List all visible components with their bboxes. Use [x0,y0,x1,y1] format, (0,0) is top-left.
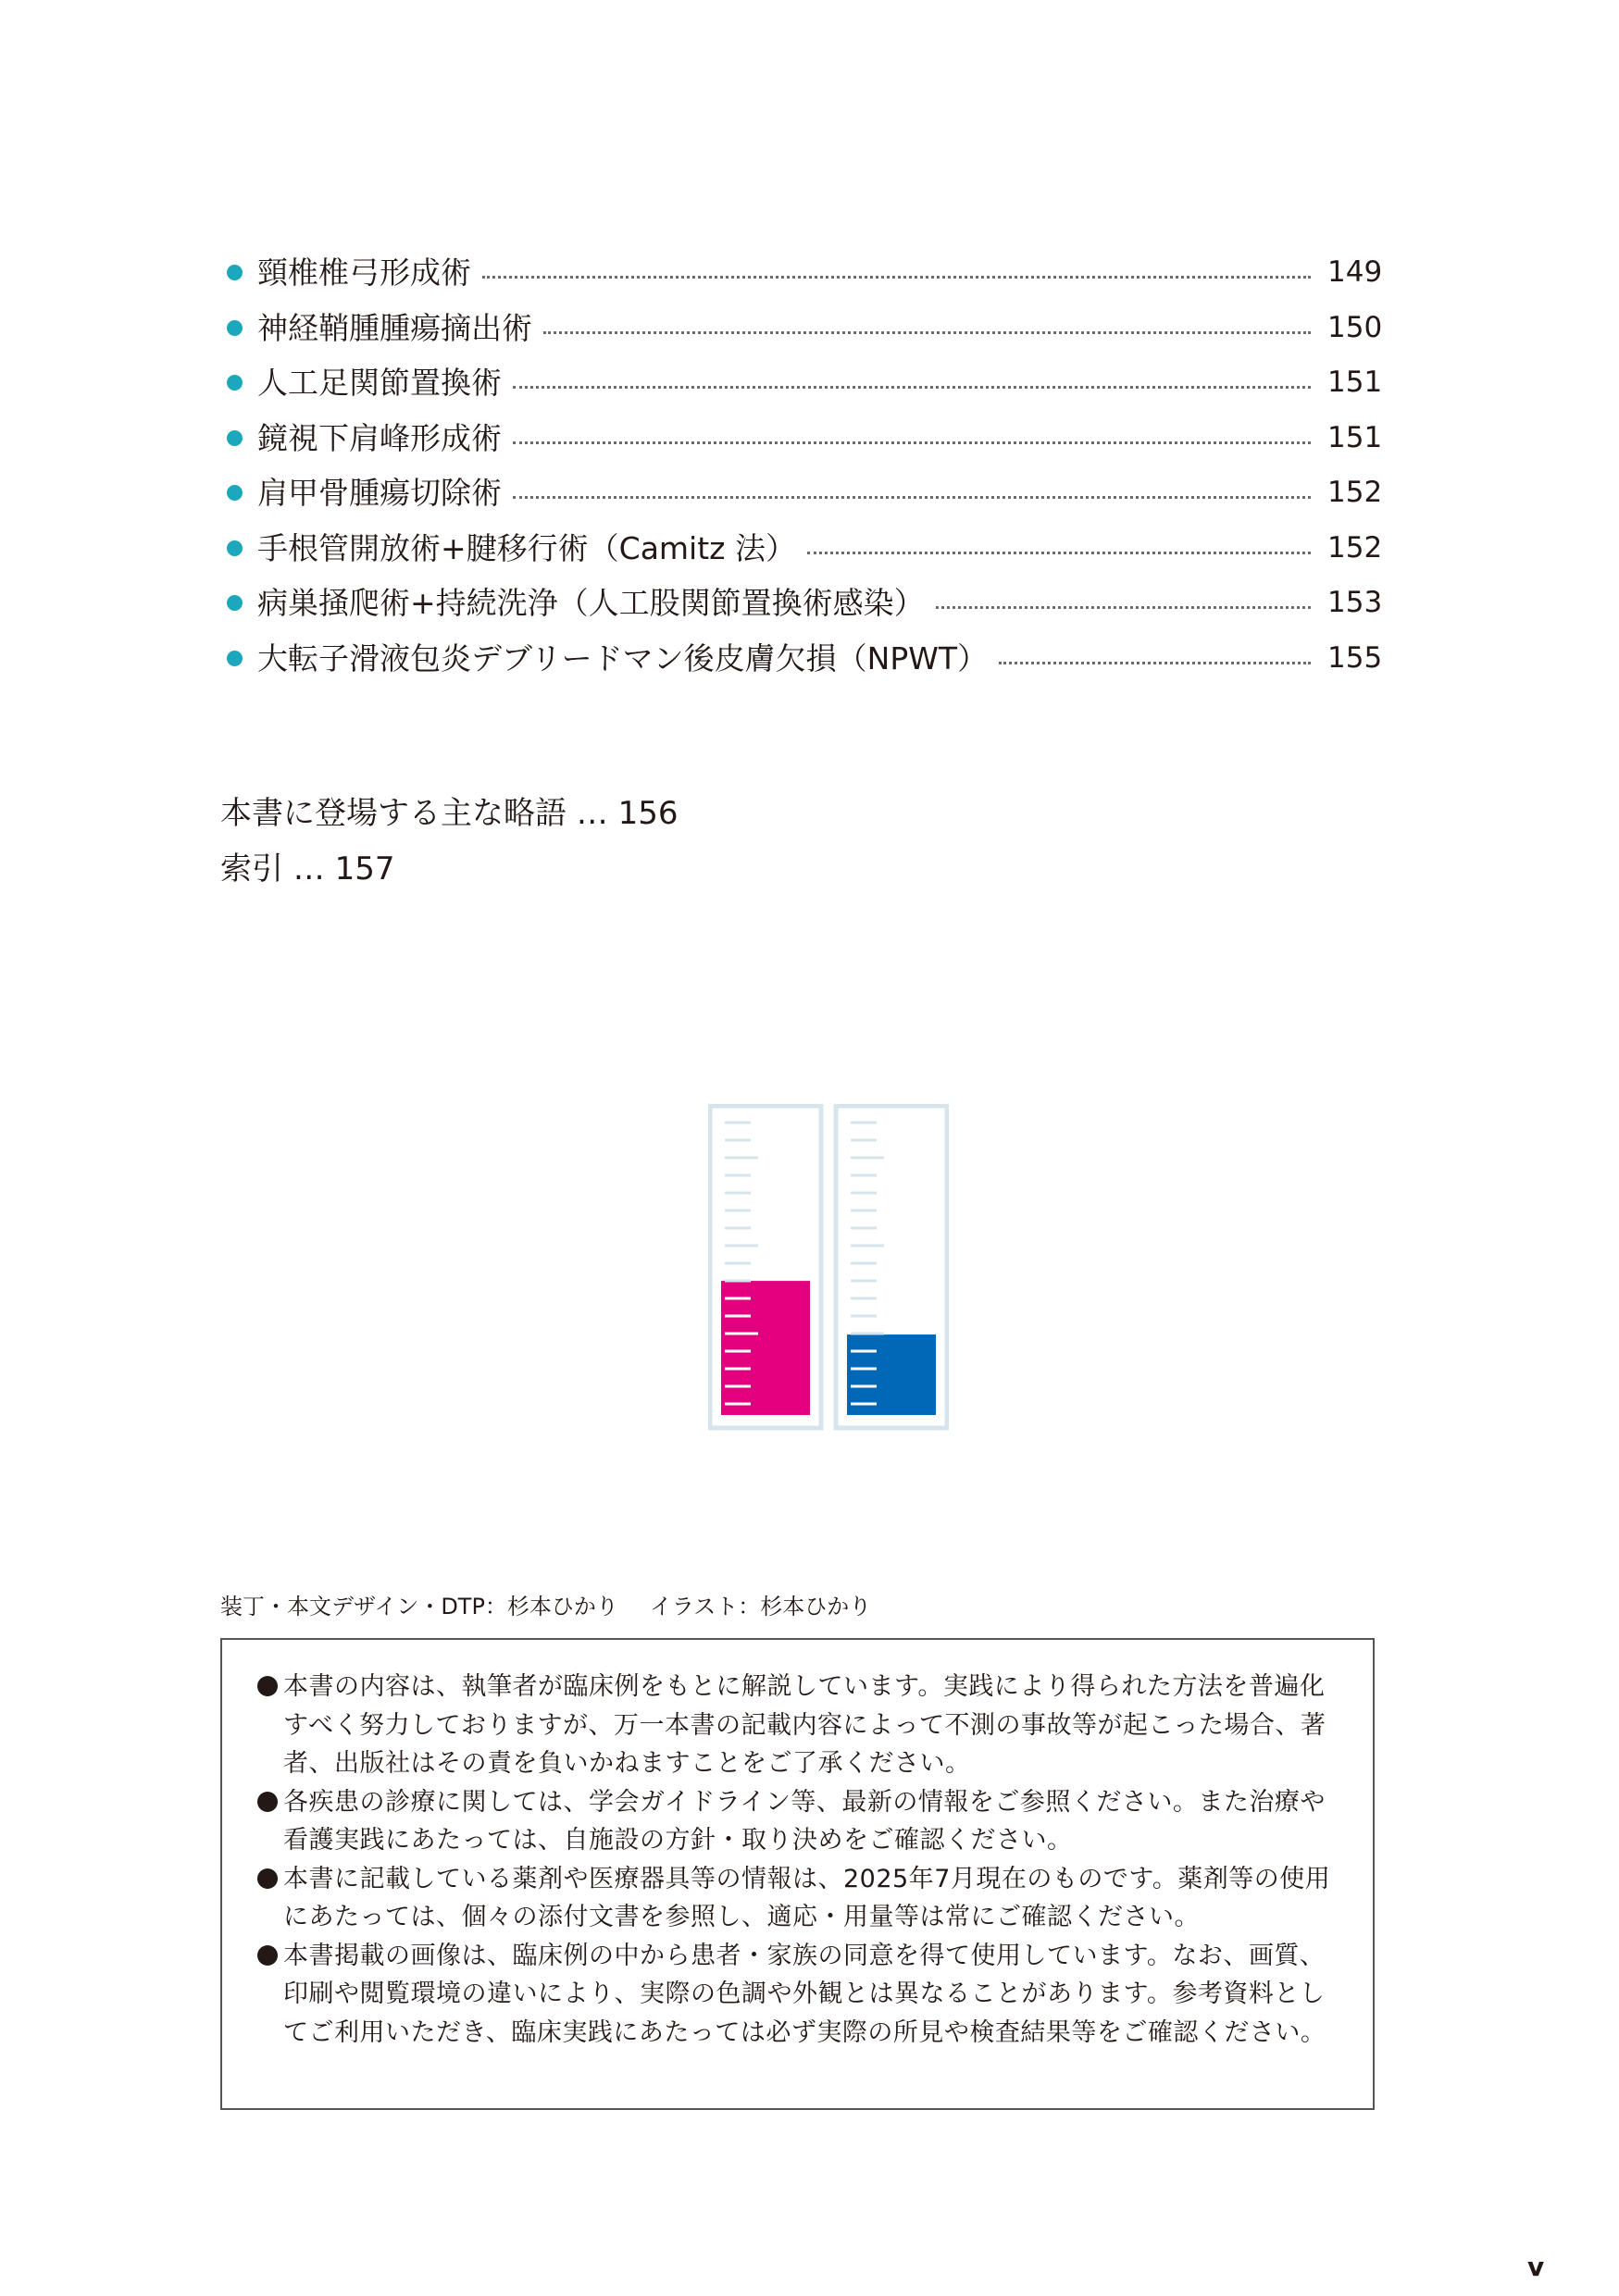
notice-item [257,1937,1338,2053]
notice-item [257,1783,1338,1860]
scale-tick [725,1280,751,1283]
scale-tick [851,1157,884,1160]
credits-line [220,1588,903,1620]
scale-tick [725,1297,751,1300]
left-cylinder-fill [721,1281,810,1415]
toc-entry[interactable] [227,355,1383,411]
scale-tick [851,1280,877,1283]
notice-item [257,1860,1338,1937]
scale-tick [851,1227,877,1230]
scale-tick [725,1174,751,1177]
notice-box [220,1638,1375,2110]
scale-tick [851,1192,877,1195]
bullet-dot-icon [227,595,243,611]
design-credit: 装丁・本文デザイン・DTP：杉本ひかり [220,1594,618,1620]
toc-entry-title: 鏡視下肩峰形成術 [257,419,502,456]
scale-tick [725,1210,751,1212]
notice-item [257,1668,1338,1783]
index-entry[interactable]: 索引 … 157 [220,850,395,887]
toc-entry-page: 155 [1327,640,1383,675]
toc-entry[interactable] [227,301,1383,356]
notice-text: 各疾患の診療に関しては、学会ガイドライン等、最新の情報をご参照ください。また治療や看護実践にあたっては、自施設の方針・取り決めをご確認ください。 [283,1787,1326,1855]
toc-entry-page: 150 [1327,310,1383,344]
toc-entry-title: 肩甲骨腫瘍切除術 [257,475,502,512]
page-number: v [1527,2252,1545,2282]
toc-entry-title: 人工足関節置換術 [257,365,502,402]
toc-entry-page: 152 [1327,530,1383,565]
scale-tick [851,1403,877,1406]
toc-entry-page: 151 [1327,420,1383,454]
scale-tick [851,1139,877,1142]
scale-tick [725,1262,751,1265]
dot-leader [999,662,1311,664]
table-of-contents [227,245,1383,686]
bullet-dot-icon [227,651,243,666]
toc-entry-page: 152 [1327,476,1383,510]
toc-entry[interactable] [227,521,1383,577]
dot-leader [513,386,1311,389]
scale-tick [851,1262,877,1265]
scale-tick [725,1139,751,1142]
bullet-dot-icon [257,1868,278,1889]
toc-entry[interactable] [227,465,1383,521]
scale-tick [851,1210,877,1212]
scale-tick [725,1333,758,1335]
scale-tick [725,1157,758,1160]
scale-tick [851,1174,877,1177]
dot-leader [482,276,1311,279]
toc-entry-title: 大転子滑液包炎デブリードマン後皮膚欠損（NPWT） [257,639,989,676]
scale-tick [851,1297,877,1300]
bullet-dot-icon [227,485,243,501]
scale-tick [851,1368,877,1371]
dot-leader [936,606,1311,609]
scale-tick [725,1245,758,1247]
toc-entry-title: 病巣掻爬術+持続洗浄（人工股関節置換術感染） [257,585,925,622]
scale-tick [851,1333,884,1335]
scale-tick [725,1350,751,1353]
back-matter [220,795,679,909]
bullet-dot-icon [257,1792,278,1812]
toc-entry-page: 153 [1327,586,1383,620]
dot-leader [543,331,1311,334]
scale-tick [725,1385,751,1388]
dot-leader [807,552,1311,554]
scale-tick [725,1368,751,1371]
bullet-dot-icon [257,1945,278,1966]
scale-tick [725,1192,751,1195]
bullet-dot-icon [227,265,243,280]
illustration-credit: イラスト：杉本ひかり [649,1594,872,1620]
toc-entry[interactable] [227,245,1383,301]
abbreviations-entry[interactable]: 本書に登場する主な略語 … 156 [220,795,679,832]
bullet-dot-icon [227,320,243,336]
notice-text: 本書掲載の画像は、臨床例の中から患者・家族の同意を得て使用しています。なお、画質、印刷や閲覧環境の違いにより、実際の色調や外観とは異なることがあります。参考資料としてご利用いただき、臨床実践にあたっては必ず実際の所見や検査結果等をご確認ください。 [283,1941,1326,2047]
notice-text: 本書に記載している薬剤や医療器具等の情報は、2025年7月現在のものです。薬剤等の使用にあたっては、個々の添付文書を参照し、適応・用量等は常にご確認ください。 [283,1864,1331,1931]
toc-entry-title: 手根管開放術+腱移行術（Camitz 法） [257,529,796,566]
scale-tick [725,1122,751,1124]
bullet-dot-icon [227,540,243,556]
notice-text: 本書の内容は、執筆者が臨床例をもとに解説しています。実践により得られた方法を普遍化すべく努力しておりますが、万一本書の記載内容によって不測の事故等が起こった場合、著者、出版社はその責を負いかねますことをご了承ください。 [283,1672,1326,1778]
scale-tick [851,1350,877,1353]
toc-entry[interactable] [227,411,1383,466]
toc-entry-title: 頸椎椎弓形成術 [257,254,471,292]
toc-entry-title: 神経鞘腫腫瘍摘出術 [257,309,532,346]
scale-tick [851,1385,877,1388]
toc-entry-page: 151 [1327,366,1383,400]
dot-leader [513,441,1311,444]
scale-tick [851,1245,884,1247]
scale-tick [725,1403,751,1406]
toc-entry[interactable] [227,631,1383,687]
scale-tick [851,1122,877,1124]
bullet-dot-icon [227,430,243,446]
bullet-dot-icon [257,1676,278,1696]
scale-tick [725,1227,751,1230]
toc-entry[interactable] [227,576,1383,631]
toc-entry-page: 149 [1327,255,1383,290]
measuring-cylinders-icon [708,1104,949,1437]
scale-tick [851,1315,877,1318]
dot-leader [513,496,1311,499]
bullet-dot-icon [227,375,243,391]
scale-tick [725,1315,751,1318]
